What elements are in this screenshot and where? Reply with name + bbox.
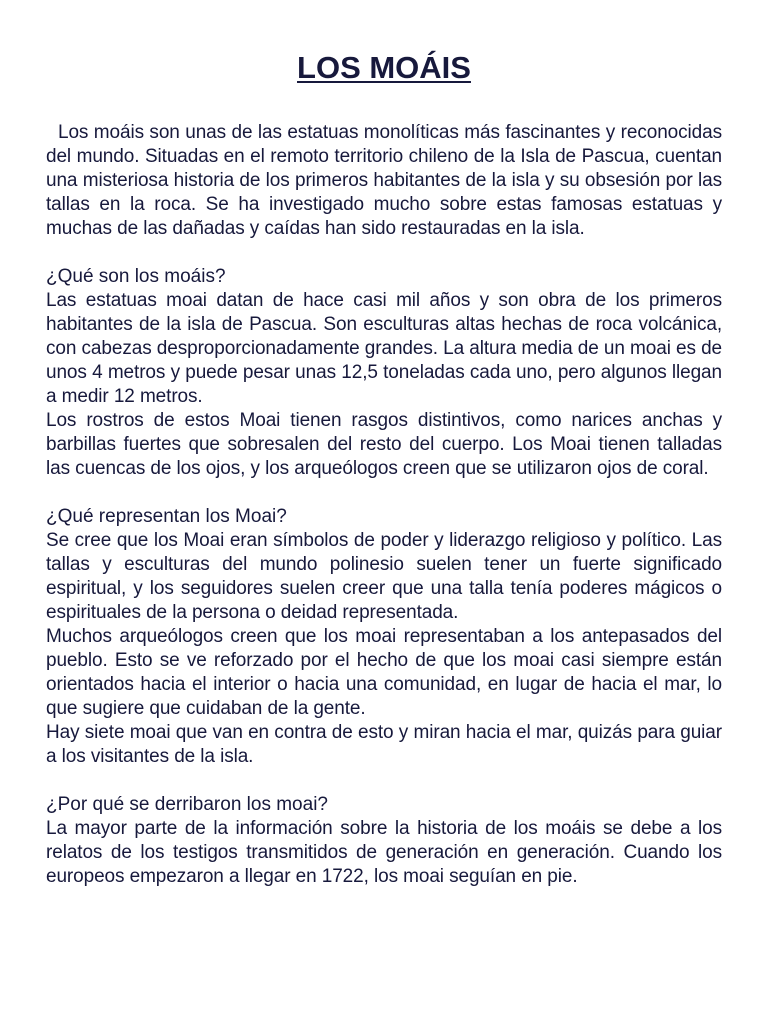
section-paragraph: La mayor parte de la información sobre la historia de los moáis se debe a los relatos de los testigos transmitidos de generación en generación. Cuando los europeos empezaron a llegar en 1722, los moai seguían en pie. [46, 818, 722, 887]
section-heading: ¿Qué son los moáis? [46, 266, 226, 287]
section-que-son [46, 265, 722, 481]
section-que-representan [46, 505, 722, 769]
section-body [46, 817, 722, 889]
page-title: LOS MOÁIS [297, 50, 471, 85]
section-por-que-derribaron [46, 793, 722, 889]
section-paragraph: Se cree que los Moai eran símbolos de poder y liderazgo religioso y político. Las tallas y esculturas del mundo polinesio suelen tener un fuerte significado espiritual, y los seguidores suelen creer que una talla tenía poderes mágicos o espirituales de la persona o deidad representada. [46, 530, 722, 623]
section-heading: ¿Por qué se derribaron los moai? [46, 794, 328, 815]
section-paragraph: Las estatuas moai datan de hace casi mil años y son obra de los primeros habitantes de la isla de Pascua. Son esculturas altas hechas de roca volcánica, con cabezas desproporcionadamente grandes. La altura media de un moai es de unos 4 metros y puede pesar unas 12,5 toneladas cada uno, pero algunos llegan a medir 12 metros. [46, 290, 722, 407]
section-heading: ¿Qué representan los Moai? [46, 506, 287, 527]
section-paragraph: Muchos arqueólogos creen que los moai representaban a los antepasados del pueblo. Esto se ve reforzado por el hecho de que los moai casi siempre están orientados hacia el interior o hacia una comunidad, en lugar de hacia el mar, lo que sugiere que cuidaban de la gente. [46, 626, 722, 719]
section-body [46, 529, 722, 769]
document-page [46, 50, 722, 889]
section-body [46, 289, 722, 481]
section-paragraph: Hay siete moai que van en contra de esto y miran hacia el mar, quizás para guiar a los visitantes de la isla. [46, 722, 722, 767]
section-paragraph: Los rostros de estos Moai tienen rasgos distintivos, como narices anchas y barbillas fuertes que sobresalen del resto del cuerpo. Los Moai tienen talladas las cuencas de los ojos, y los arqueólogos creen que se utilizaron ojos de coral. [46, 410, 722, 479]
intro-paragraph: Los moáis son unas de las estatuas monolíticas más fascinantes y reconocidas del mundo. Situadas en el remoto territorio chileno de la Isla de Pascua, cuentan una misteriosa historia de los primeros habitantes de la isla y su obsesión por las tallas en la roca. Se ha investigado mucho sobre estas famosas estatuas y muchas de las dañadas y caídas han sido restauradas en la isla. [46, 122, 722, 239]
